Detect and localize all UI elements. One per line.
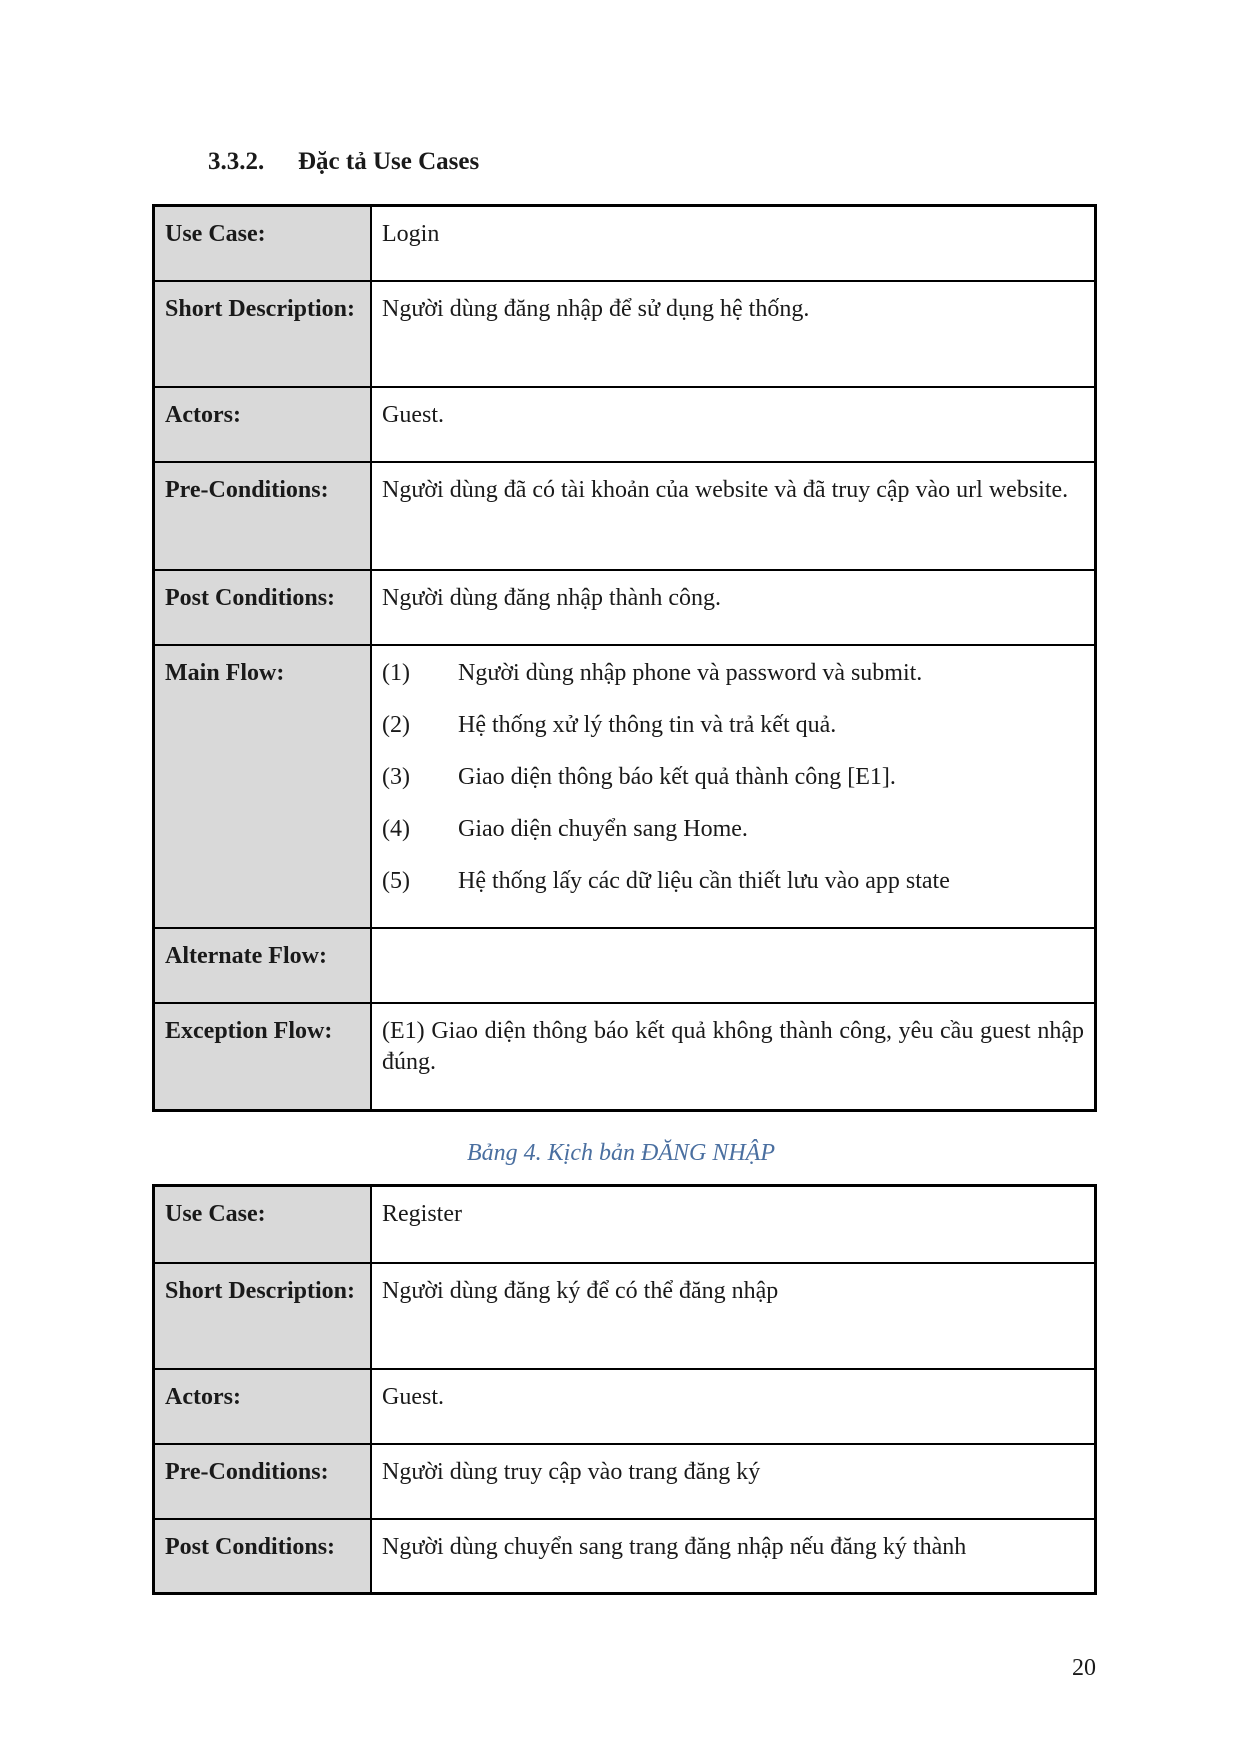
row-value: Người dùng đã có tài khoản của website và đã truy cập vào url website. (371, 462, 1096, 570)
row-label: Short Description: (154, 1263, 372, 1369)
flow-step-text: Giao diện chuyển sang Home. (458, 815, 748, 842)
table-row (154, 462, 1096, 570)
row-label: Short Description: (154, 281, 372, 387)
row-label: Actors: (154, 387, 372, 462)
flow-step-text: Hệ thống lấy các dữ liệu cần thiết lưu vào app state (458, 867, 950, 894)
row-label: Post Conditions: (154, 1519, 372, 1594)
flow-step (382, 710, 1084, 741)
row-label: Exception Flow: (154, 1003, 372, 1111)
row-label: Use Case: (154, 1186, 372, 1263)
table-row (154, 1369, 1096, 1444)
table-row (154, 645, 1096, 928)
row-label: Pre-Conditions: (154, 462, 372, 570)
table-row (154, 387, 1096, 462)
table-row (154, 570, 1096, 645)
section-heading (208, 148, 479, 176)
row-value: Guest. (371, 387, 1096, 462)
page-number: 20 (1072, 1655, 1096, 1681)
flow-step-number: (5) (382, 867, 410, 894)
row-value: Người dùng chuyển sang trang đăng nhập nếu đăng ký thành (371, 1519, 1096, 1594)
row-value: Register (371, 1186, 1096, 1263)
table-row (154, 1263, 1096, 1369)
main-flow-cell (371, 645, 1096, 928)
login-use-case-table (152, 204, 1097, 1112)
row-value: Người dùng đăng ký để có thể đăng nhập (371, 1263, 1096, 1369)
row-label: Alternate Flow: (154, 928, 372, 1003)
row-label: Use Case: (154, 206, 372, 281)
flow-step-number: (4) (382, 815, 410, 842)
row-value: Người dùng đăng nhập thành công. (371, 570, 1096, 645)
row-label: Main Flow: (154, 645, 372, 928)
row-value: (E1) Giao diện thông báo kết quả không thành công, yêu cầu guest nhập đúng. (371, 1003, 1096, 1111)
table-row (154, 206, 1096, 281)
section-number: 3.3.2. (208, 148, 265, 175)
table-caption: Bảng 4. Kịch bản ĐĂNG NHẬP (467, 1140, 775, 1166)
row-value (371, 928, 1096, 1003)
flow-step-number: (3) (382, 763, 410, 790)
table-row (154, 1519, 1096, 1594)
row-label: Post Conditions: (154, 570, 372, 645)
table-row (154, 1186, 1096, 1263)
table-row (154, 1444, 1096, 1519)
flow-step (382, 658, 1084, 689)
row-value: Người dùng truy cập vào trang đăng ký (371, 1444, 1096, 1519)
table-row (154, 1003, 1096, 1111)
flow-step-number: (1) (382, 659, 410, 686)
flow-step-text: Người dùng nhập phone và password và submit. (458, 659, 923, 686)
flow-step-number: (2) (382, 711, 410, 738)
row-value: Guest. (371, 1369, 1096, 1444)
flow-step (382, 762, 1084, 793)
table-row (154, 928, 1096, 1003)
row-value: Người dùng đăng nhập để sử dụng hệ thống. (371, 281, 1096, 387)
register-use-case-table (152, 1184, 1097, 1595)
table-row (154, 281, 1096, 387)
flow-step (382, 814, 1084, 845)
flow-step-text: Hệ thống xử lý thông tin và trả kết quả. (458, 711, 837, 738)
row-label: Actors: (154, 1369, 372, 1444)
section-title: Đặc tả Use Cases (298, 148, 480, 175)
row-label: Pre-Conditions: (154, 1444, 372, 1519)
flow-step (382, 866, 1084, 897)
flow-step-text: Giao diện thông báo kết quả thành công [E1]. (458, 763, 896, 790)
row-value: Login (371, 206, 1096, 281)
